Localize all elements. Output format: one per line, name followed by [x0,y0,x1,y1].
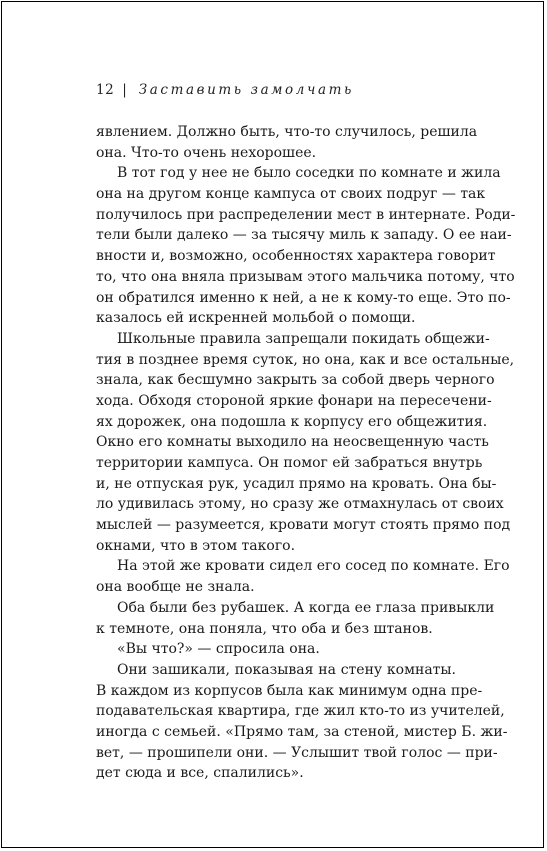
text-line: то, что она вняла призывам этого мальчика потому, что [96,268,515,285]
text-line: знала, как бесшумно закрыть за собой дверь черного [96,372,495,389]
text-line: Оба были без рубашек. А когда ее глаза привыкли [117,599,495,616]
text-line: окнами, что в этом такого. [96,537,296,554]
running-title: Заставить замолчать [138,82,354,98]
page-number: 12 [96,82,115,98]
text-line: явлением. Должно быть, что-то случилось, решила [96,124,478,140]
text-line: иногда с семьей. «Прямо там, за стеной, мистер Б. жи- [96,723,508,740]
text-line: вет, — прошипели они. — Услышит твой голос — при- [96,744,498,761]
text-line: к темноте, она поняла, что оба и без штанов. [96,620,433,637]
text-line: она вообще не знала. [96,579,255,596]
header-separator: | [122,82,127,98]
text-line: она на другом конце кампуса от своих подруг — так [96,186,486,203]
text-line: вности и, возможно, особенностях характера говорит [96,248,496,265]
body-text [96,122,516,784]
text-line: и, не отпуская рук, усадил прямо на кровать. Она бы- [96,475,497,492]
text-line: Окно его комнаты выходило на неосвещенную часть [96,434,489,451]
text-line: В тот год у нее не было соседки по комнате и жила [117,165,501,182]
text-line: она. Что-то очень нехорошее. [96,144,317,161]
running-header [96,82,354,98]
text-line: получилось при распределении мест в интернате. Роди- [96,206,516,223]
text-line: тели были далеко — за тысячу миль к западу. О ее наи- [96,227,512,244]
text-line: В каждом из корпусов была как минимум одна пре- [96,682,483,699]
text-line: он обратился именно к ней, а не к кому-то еще. Это по- [96,289,511,306]
text-line: «Вы что?» — спросила она. [117,641,320,658]
text-line: хода. Обходя стороной яркие фонари на пересечени- [96,392,492,409]
book-page [1,1,544,848]
text-line: Они зашикали, показывая на стену комнаты. [117,661,456,678]
text-line: Школьные правила запрещали покидать общежи- [117,330,490,347]
text-line: тия в позднее время суток, но она, как и все остальные, [96,351,515,368]
text-line: ло удивилась этому, но сразу же отмахнулась от своих [96,496,504,513]
text-line: ях дорожек, она подошла к корпусу его общежития. [96,413,488,430]
text-line: казалось ей искренней мольбой о помощи. [96,310,416,327]
text-line: подавательская квартира, где жил кто-то из учителей, [96,703,505,720]
text-line: территории кампуса. Он помог ей забраться внутрь [96,455,483,471]
text-line: На этой же кровати сидел его сосед по комнате. Его [117,558,510,575]
text-line: мыслей — разумеется, кровати могут стоять прямо под [96,517,511,534]
text-line: дет сюда и все, спалились». [96,765,304,782]
